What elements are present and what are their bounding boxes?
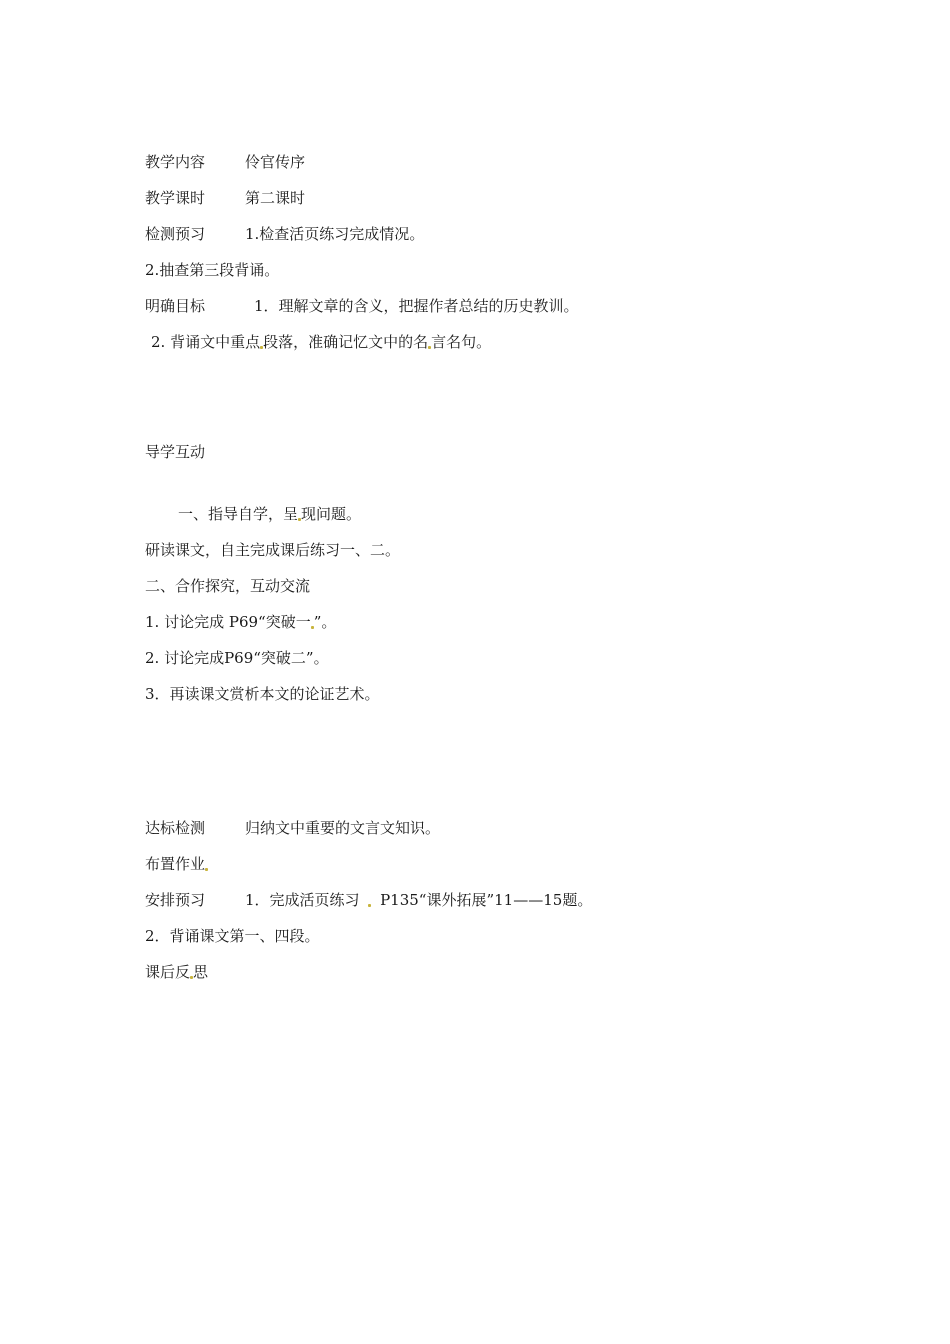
row-arrange-preview [145,890,592,910]
label-assessment: 达标检测 [145,819,206,837]
label-teaching-content: 教学内容 [145,153,206,171]
reflection-heading [145,962,208,982]
homework-heading [145,854,208,874]
mark-dot [368,904,371,907]
label-preview-check: 检测预习 [145,225,206,243]
row-preview-check [145,224,424,244]
goals-item-2 [151,332,491,352]
value-teaching-period: 第二课时 [245,189,306,207]
goals-item-2-part-b: 段落，准确记忆文中的名 [263,333,429,351]
value-preview-check: 1.检查活页练习完成情况。 [245,225,425,243]
section-guided-interaction: 导学互动 [145,443,206,461]
step-1-part-a: 一、指导自学，呈 [178,505,299,523]
label-teaching-period: 教学课时 [145,189,206,207]
reflection-part-a: 课后反 [145,963,191,981]
value-assessment: 归纳文中重要的文言文知识。 [245,819,441,837]
arrange-item-2: 2．背诵课文第一、四段。 [145,927,320,945]
reflection-part-b: 思 [193,963,209,981]
value-goals: 1．理解文章的含义，把握作者总结的历史教训。 [254,297,579,315]
label-arrange-preview: 安排预习 [145,891,206,909]
homework-label: 布置作业 [145,855,206,873]
value-arrange-preview-b: P135“课外拓展”11——15题。 [375,891,593,909]
mark-dot [205,868,208,871]
discussion-item-2: 2. 讨论完成P69“突破二”。 [145,649,329,667]
goals-item-2-part-a: 2. 背诵文中重点 [151,333,261,351]
discussion-item-3: 3．再读课文赏析本文的论证艺术。 [145,685,380,703]
label-goals: 明确目标 [145,297,206,315]
step-1-detail: 研读课文，自主完成课后练习一、二。 [145,541,401,559]
discussion-item-1 [145,612,336,632]
step-2-heading: 二、合作探究，互动交流 [145,577,311,595]
row-goals [145,296,579,316]
discussion-item-1-part-a: 1. 讨论完成 P69“突破一 [145,613,311,631]
step-1-heading [178,504,361,524]
value-teaching-content: 伶官传序 [245,153,306,171]
row-teaching-period [145,188,305,208]
step-1-part-b: 现问题。 [301,505,362,523]
discussion-item-1-part-b: ”。 [313,613,337,631]
row-teaching-content [145,152,305,172]
row-assessment [145,818,440,838]
value-arrange-preview-a: 1．完成活页练习 [245,891,365,909]
preview-check-item-2: 2.抽查第三段背诵。 [145,261,280,279]
goals-item-2-part-c: 言名句。 [431,333,492,351]
